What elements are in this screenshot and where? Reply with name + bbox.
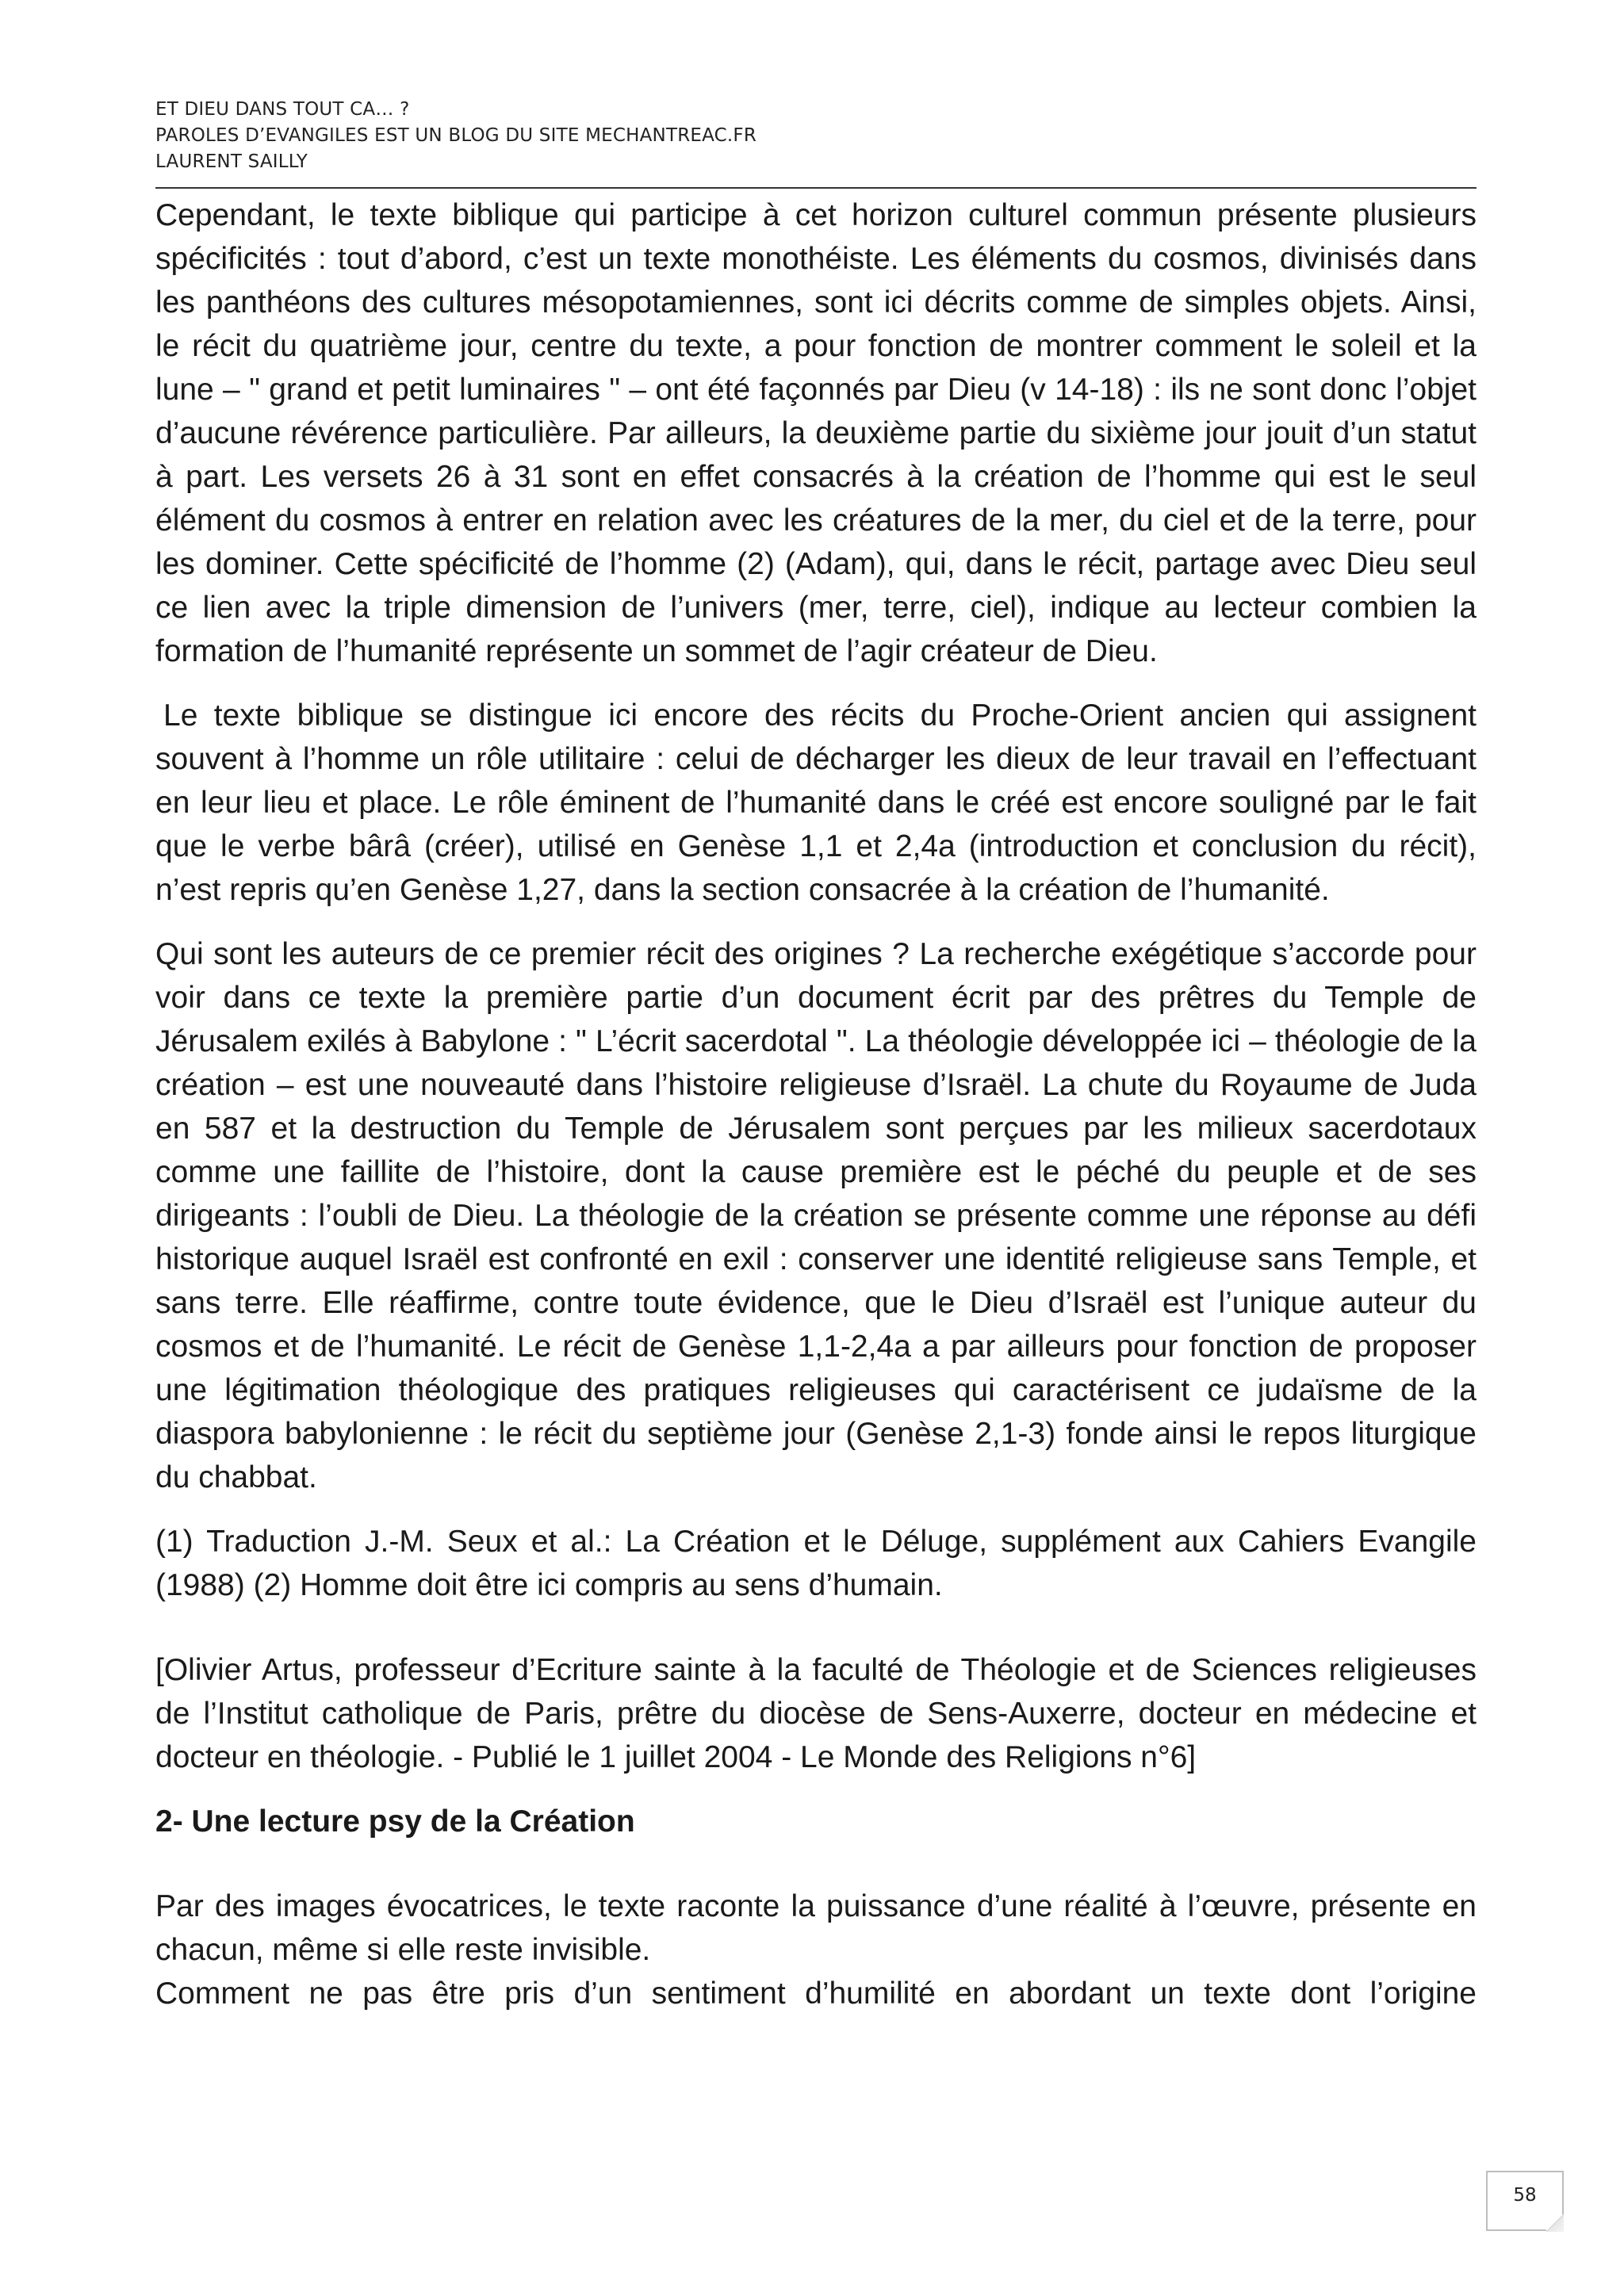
header-divider xyxy=(155,187,1477,189)
page-number: 58 xyxy=(1513,2185,1537,2206)
header-author: LAURENT SAILLY xyxy=(155,151,308,172)
page-header xyxy=(155,97,1477,175)
paragraph-auteurs: Qui sont les auteurs de ce premier récit des origines ? La recherche exégétique s’accorde pour voir dans ce texte la première partie d’un document écrit par des prêtres du Temple de Jérusalem exilés à Babylone : " L’écrit sacerdotal ". La théologie développée ici – théologie de la création – est une nouveauté dans l’histoire religieuse d’Israël. La chute du Royaume de Juda en 587 et la destruction du Temple de Jérusalem sont perçues par les milieux sacerdotaux comme une faillite de l’histoire, dont la cause première est le péché du peuple et de ses dirigeants : l’oubli de Dieu. La théologie de la création se présente comme une réponse au défi historique auquel Israël est confronté en exil : conserver une identité religieuse sans Temple, et sans terre. Elle réaffirme, contre toute évidence, que le Dieu d’Israël est l’unique auteur du cosmos et de l’humanité. Le récit de Genèse 1,1-2,4a a par ailleurs pour fonction de proposer une légitimation théologique des pratiques religieuses qui caractérisent ce judaïsme de la diaspora babylonienne : le récit du septième jour (Genèse 2,1-3) fonde ainsi le repos liturgique du chabbat. xyxy=(155,937,1477,1494)
paragraph-notes: (1) Traduction J.-M. Seux et al.: La Création et le Déluge, supplément aux Cahiers Evangile (1988) (2) Homme doit être ici compris au sens d’humain. xyxy=(155,1525,1477,1602)
paragraph-lecture-psy-line2: Comment ne pas être pris d’un sentiment d’humilité en abordant un texte dont l’origine xyxy=(155,1976,1477,2011)
paragraph-proche-orient: Le texte biblique se distingue ici encore des récits du Proche-Orient ancien qui assignent souvent à l’homme un rôle utilitaire : celui de décharger les dieux de leur travail en l’effectuant en leur lieu et place. Le rôle éminent de l’humanité dans le créé est encore souligné par le fait que le verbe bârâ (créer), utilisé en Genèse 1,1 et 2,4a (introduction et conclusion du récit), n’est repris qu’en Genèse 1,27, dans la section consacrée à la création de l’humanité. xyxy=(155,698,1477,907)
paragraph-specificites: Cependant, le texte biblique qui participe à cet horizon culturel commun présente plusieurs spécificités : tout d’abord, c’est un texte monothéiste. Les éléments du cosmos, divinisés dans les panthéons des cultures mésopotamiennes, sont ici décrits comme de simples objets. Ainsi, le récit du quatrième jour, centre du texte, a pour fonction de montrer comment le soleil et la lune – " grand et petit luminaires " – ont été façonnés par Dieu (v 14-18) : ils ne sont donc l’objet d’aucune révérence particulière. Par ailleurs, la deuxième partie du sixième jour jouit d’un statut à part. Les versets 26 à 31 sont en effet consacrés à la création de l’homme qui est le seul élément du cosmos à entrer en relation avec les créatures de la mer, du ciel et de la terre, pour les dominer. Cette spécificité de l’homme (2) (Adam), qui, dans le récit, partage avec Dieu seul ce lien avec la triple dimension de l’univers (mer, terre, ciel), indique au lecteur combien la formation de l’humanité représente un sommet de l’agir créateur de Dieu. xyxy=(155,198,1477,668)
paragraph-source-citation: [Olivier Artus, professeur d’Ecriture sainte à la faculté de Théologie et de Sciences religieuses de l’Institut catholique de Paris, prêtre du diocèse de Sens-Auxerre, docteur en médecine et docteur en théologie. - Publié le 1 juillet 2004 - Le Monde des Religions n°6] xyxy=(155,1653,1477,1774)
header-book-title: ET DIEU DANS TOUT CA… ? xyxy=(155,99,410,120)
paragraph-lecture-psy-line1: Par des images évocatrices, le texte raconte la puissance d’une réalité à l’œuvre, présente en chacun, même si elle reste invisible. xyxy=(155,1889,1477,1967)
page-body xyxy=(155,193,1477,2036)
header-blog-notice: PAROLES D’EVANGILES EST UN BLOG DU SITE MECHANTREAC.FR xyxy=(155,125,757,146)
section-heading: 2- Une lecture psy de la Création xyxy=(155,1804,635,1839)
page-corner-fold-icon xyxy=(1546,2214,1564,2232)
